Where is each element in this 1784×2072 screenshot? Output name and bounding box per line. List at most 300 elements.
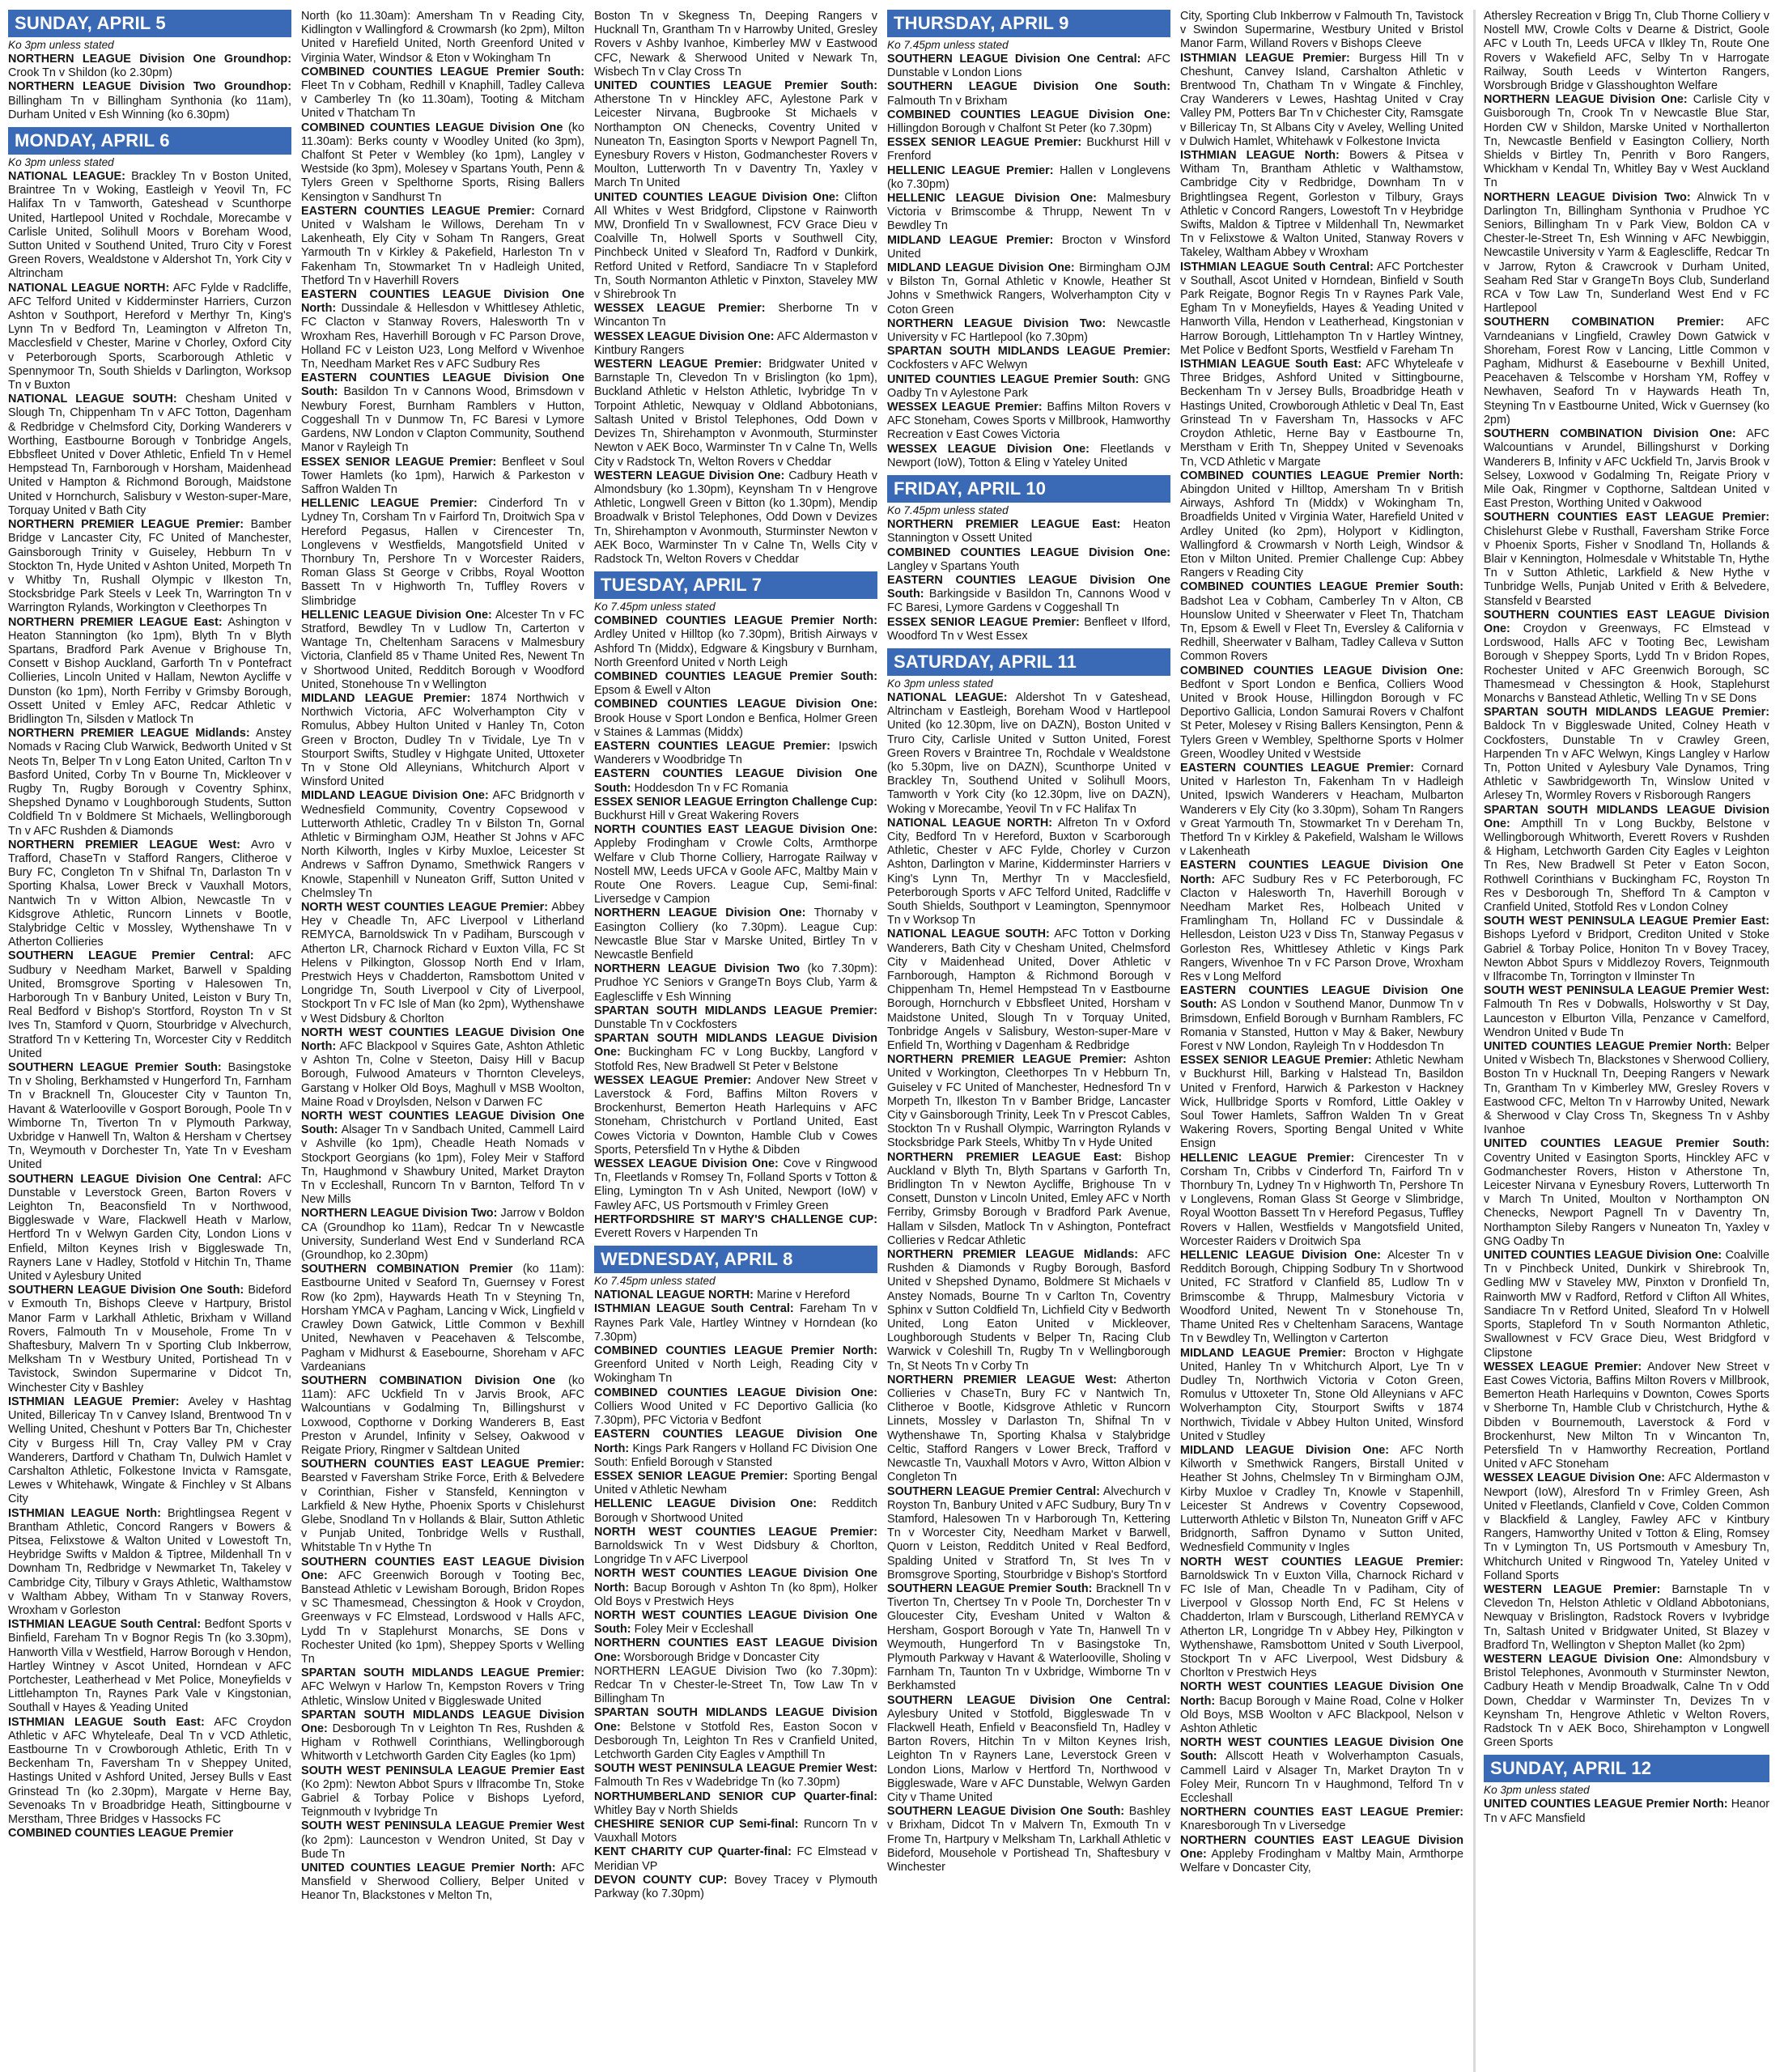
league-fixtures: [8, 616, 291, 728]
league-name: WESSEX LEAGUE Premier:: [594, 1073, 752, 1087]
fixture-list: Clifton All Whites v West Bridgford, Clipstone v Rainworth MW, Dronfield Tn v Swallownest, FCV Grace Dieu v Coalville Tn, Holwell Sports v Southwell City, Pinchbeck United v Sleaford Tn, Radford v Dunkirk, Retford United v Retford, Sandiacre Tn v Stapleford Tn, South Normanton Athletic v Pinxton, Staveley MW v Shirebrook Tn: [594, 190, 877, 302]
league-name: NORTH WEST COUNTIES LEAGUE Premier:: [594, 1525, 877, 1539]
league-name: MIDLAND LEAGUE Premier:: [887, 233, 1054, 247]
fixture-list: Benfleet v Ilford, Woodford Tn v West Essex: [887, 615, 1170, 643]
league-name: NATIONAL LEAGUE:: [8, 170, 125, 184]
league-name: HELLENIC LEAGUE Premier:: [1180, 1151, 1355, 1165]
league-fixtures: [887, 1374, 1170, 1485]
league-name: NORTHERN LEAGUE Division One Groundhop:: [8, 53, 291, 66]
league-name: NORTHERN PREMIER LEAGUE East:: [887, 518, 1121, 532]
fixture-list: Brackley Tn v Boston United, Braintree Tn v Woking, Eastleigh v Yeovil Tn, FC Halifax Tn v Tamworth, Gateshead v Scunthorpe United, Hartlepool United v Rochdale, Morecambe v Carlisle United, Solihull Moors v Boreham Wood, Sutton United v Southend United, Truro City v Forest Green Rovers, Wealdstone v Aldershot Tn, York City v Altrincham: [8, 170, 291, 281]
fixture-list: (ko 11am): AFC Uckfield Tn v Jarvis Brook, AFC Walcountians v Godalming Tn, Billingshurst v Loxwood, Copthorne v Dorking Wanderers B, East Preston v Arundel, Infinity v Selsey, Oakwood v Reigate Priory, Ringmer v Saltdean United: [301, 1374, 584, 1457]
fixture-list: Barkingside v Basildon Tn, Cannons Wood v FC Baresi, Lymore Gardens v Coggeshall Tn: [887, 588, 1170, 615]
fixture-list: Boston Tn v Skegness Tn, Deeping Rangers v Hucknall Tn, Grantham Tn v Harrowby United, Gresley Rovers v Ashby Ivanhoe, Kimberley MW v Eastwood CFC, Newark & Sherwood United v Newark Tn, Wisbech Tn v Clay Cross Tn: [594, 10, 877, 79]
league-fixtures: [594, 1213, 877, 1241]
fixture-list: Coalville Tn v Pinchbeck United, Dunkirk v Shirebrook Tn, Gedling MW v Staveley MW, Pinxton v Dronfield Tn, Rainworth MW v Radford, Retford v Clifton All Whites, Sandiacre Tn v Retford United, Sleaford Tn v Holwell Sports, Stapleford Tn v South Normanton Athletic, Swallownest v FCV Grace Dieu, West Bridgford v Clipstone: [1484, 1249, 1769, 1360]
league-name: SOUTHERN COUNTIES EAST LEAGUE Division One:: [1484, 608, 1769, 635]
fixture-list: Hoddesdon Tn v FC Romania: [634, 781, 788, 795]
league-fixtures: [594, 1032, 877, 1074]
league-name: NORTHERN COUNTIES EAST LEAGUE Division One:: [594, 1637, 877, 1664]
league-name: SOUTH WEST PENINSULA LEAGUE Premier West:: [1484, 984, 1769, 998]
fixture-list: AFC Croydon Athletic v AFC Whyteleafe, Deal Tn v VCD Athletic, Eastbourne Tn v Crowborough Athletic, Erith Tn v Beckenham Tn, Faversham Tn v Sheppey United, Hastings United v Ashford United, Jersey Bulls v East Grinstead Tn (ko 2.30pm), Margate v Herne Bay, Sevenoaks Tn v Broadbridge Heath, Sittingbourne v Merstham, Three Bridges v Hassocks FC: [8, 1715, 291, 1826]
league-fixtures: [594, 698, 877, 740]
league-fixtures: [594, 1470, 877, 1497]
league-fixtures: [594, 740, 877, 767]
league-name: NORTH WEST COUNTIES LEAGUE Division One North:: [301, 1025, 584, 1054]
fixture-list: Atherstone Tn v Hinckley AFC, Aylestone Park v Leicester Nirvana, Bugbrooke St Michaels v Northampton ON Chenecks, Coventry United v Nuneaton Tn, Easington Sports v Newport Pagnell Tn, Eynesbury Rovers v Histon, Godmanchester Rovers v Moulton, Lutterworth Tn v Daventry Tn, Yaxley v March Tn United: [594, 93, 877, 190]
league-fixtures: [1484, 1137, 1769, 1249]
league-fixtures: [8, 170, 291, 282]
league-name: NORTHUMBERLAND SENIOR CUP Quarter-final:: [594, 1790, 877, 1803]
league-fixtures: [594, 79, 877, 191]
league-name: WESTERN LEAGUE Division One:: [594, 469, 785, 482]
fixture-list: Ashton United v Workington, Cleethorpes Tn v Hebburn Tn, Guiseley v FC United of Manchester, Hednesford Tn v Morpeth Tn, Ilkeston Tn v Bamber Bridge, Lancaster City v Gainsborough Trinity, Leek Tn v Prescot Cables, Stockton Tn v Rushall Olympic, Warrington Rylands v Stocksbridge Park Steels, Whitby Tn v Hyde United: [887, 1053, 1170, 1150]
league-name: WESSEX LEAGUE Division One:: [1484, 1471, 1666, 1485]
league-fixtures: [301, 497, 584, 609]
fixture-list: Ipswich Wanderers v Woodbridge Tn: [594, 739, 877, 767]
league-name: SOUTHERN COUNTIES EAST LEAGUE Premier:: [1484, 511, 1769, 524]
league-fixtures: [1484, 427, 1769, 511]
league-name: NORTH WEST COUNTIES LEAGUE Premier:: [301, 901, 549, 914]
fixture-list: North (ko 11.30am): Amersham Tn v Reading City, Kidlington v Wallingford & Crowmarsh (ko 2pm), Milton United v Harefield United, North Greenford United v Virginia Water, Windsor & Eton v Wokingham Tn: [301, 10, 584, 65]
fixture-list: Sherborne Tn v Wincanton Tn: [594, 302, 877, 329]
fixture-list: Jarrow v Boldon CA (Groundhop ko 11am), Redcar Tn v Newcastle University, Sunderland West End v Sunderland RCA (Groundhop, ko 2.30pm): [301, 1207, 584, 1263]
league-name: SOUTHERN LEAGUE Premier Central:: [8, 949, 254, 963]
league-fixtures: [1180, 664, 1463, 762]
fixture-list: AS London v Southend Manor, Dunmow Tn v Brimsdown, Enfield Borough v Burnham Ramblers, FC Romania v Stansted, Hutton v May & Baker, Newbury Forest v NW London, Rayleigh Tn v Hoddesdon Tn: [1180, 998, 1463, 1054]
league-name: NORTHERN LEAGUE Division Two:: [887, 316, 1107, 330]
league-fixtures: [594, 469, 877, 567]
fixture-list: AFC Bridgnorth v Wednesfield Community, Coventry Copsewood v Lutterworth Athletic, Cradley Tn v Bilston Tn, Gornal Athletic v Birmingham OJM, Heather St Johns v AFC North Kilworth, Ingles v Kirby Muxloe, Leicester St Andrews v Saffron Dynamo, Smethwick Rangers v Knowle, Stapenhill v Nuneaton Griff, Sutton United v Chelmsley Tn: [301, 789, 584, 900]
fixture-list: AFC North Kilworth v Smethwick Rangers, Birstall United v Heather St Johns, Chelmsley Tn v Birmingham OJM, Kirby Muxloe v Cradley Tn, Knowle v Stapenhill, Leicester St Andrews v Coventry Copsewood, Lutterworth Athletic v Bilston Tn, Nuneaton Griff v AFC Bridgnorth, Saffron Dynamo v Sutton United, Wednesfield Community v Ingles: [1180, 1443, 1463, 1555]
league-name: SPARTAN SOUTH MIDLANDS LEAGUE Division One:: [1484, 803, 1769, 830]
league-name: SOUTHERN LEAGUE Premier Central:: [887, 1484, 1100, 1498]
league-name: EASTERN COUNTIES LEAGUE Division One South:: [594, 767, 877, 795]
league-fixtures: [887, 80, 1170, 108]
league-fixtures: [887, 691, 1170, 817]
league-fixtures: [1484, 1653, 1769, 1750]
league-fixtures: [887, 443, 1170, 470]
league-name: UNITED COUNTIES LEAGUE Division One:: [1484, 1249, 1722, 1263]
league-fixtures: [1180, 1347, 1463, 1444]
fixture-list: Falmouth Tn Res v Wadebridge Tn (ko 7.30pm): [594, 1776, 840, 1790]
kickoff-note: Ko 3pm unless stated: [1484, 1784, 1590, 1797]
league-fixtures: [1180, 1736, 1463, 1806]
league-name: ISTHMIAN LEAGUE Premier:: [1180, 51, 1350, 65]
league-fixtures: [887, 401, 1170, 443]
league-name: COMBINED COUNTIES LEAGUE Division One: [301, 121, 563, 134]
league-fixtures: [594, 1004, 877, 1032]
fixture-list: Brook House v Sport London e Benfica, Holmer Green v Staines & Lammas (Middx): [594, 711, 877, 739]
league-name: WESSEX LEAGUE Division One:: [887, 442, 1090, 456]
league-name: COMBINED COUNTIES LEAGUE Premier South:: [594, 669, 877, 683]
league-name: UNITED COUNTIES LEAGUE Premier North:: [301, 1862, 556, 1875]
league-fixtures: [1180, 149, 1463, 261]
league-fixtures: [887, 136, 1170, 163]
league-fixtures: [594, 670, 877, 698]
fixture-list: Almondsbury v Bristol Telephones, Avonmouth v Sturminster Newton, Cadbury Heath v Mendip Broadwalk, Calne Tn v Odd Down, Cheddar v Warminster Tn, Devizes Tn v Keynsham Tn, Hengrove Athletic v Welton Rovers, Radstock Tn v AEK Boco, Shirehampton v Longwell Green Sports: [1484, 1652, 1769, 1750]
fixture-list: Runcorn Tn v Vauxhall Motors: [594, 1817, 877, 1845]
league-fixtures: [594, 1074, 877, 1157]
league-name: COMBINED COUNTIES LEAGUE Premier North:: [594, 614, 877, 628]
fixture-list: Fleet Tn v Cobham, Redhill v Knaphill, Tadley Calleva v Camberley Tn (ko 11.30am), Tooting & Mitcham United v Thatcham Tn: [301, 79, 584, 121]
league-fixtures: [301, 121, 584, 205]
league-fixtures: [1180, 1806, 1463, 1833]
league-name: ESSEX SENIOR LEAGUE Premier:: [887, 136, 1082, 150]
fixture-list: Falmouth Tn Res v Dobwalls, Holsworthy v St Day, Launceston v Elburton Villa, Penzance v Camelford, Wendron United v Bude Tn: [1484, 998, 1769, 1039]
fixture-list: AFC Totton v Dorking Wanderers, Bath City v Chesham United, Chelmsford City v Maidenhead United, Dover Athletic v Farnborough, Hampton & Richmond Borough v Chippenham Tn, Hemel Hempstead Tn v Eastbourne Borough, Hornchurch v Ebbsfleet United, Horsham v Maidstone United, Slough Tn v Torquay United, Tonbridge Angels v Salisbury, Weston-super-Mare v Enfield Tn, Worthing v Dagenham & Redbridge: [887, 928, 1170, 1052]
league-fixtures: [8, 1173, 291, 1284]
kickoff-note: Ko 7.45pm unless stated: [887, 39, 1009, 51]
league-fixtures: [1180, 469, 1463, 581]
fixture-list: AFC Walcountians v Arundel, Billingshurst v Dorking Wanderers B, Infinity v AFC Uckfield Tn, Jarvis Brook v Selsey, Loxwood v Godalming Tn, Reigate Priory v Mile Oak, Ringmer v Copthorne, Saltdean United v East Preston, Worthing United v Oakwood: [1484, 427, 1769, 511]
fixture-list: Bowers & Pitsea v Witham Tn, Brantham Athletic v Walthamstow, Cambridge City v Redbridge, Downham Tn v Brightlingsea Regent, Gorleston v Tilbury, Grays Athletic v Concord Rangers, Lowestoft Tn v Heybridge Swifts, Maldon & Tiptree v Mildenhall Tn, Newmarket Tn v Felixstowe & Walton United, Stanway Rovers v Takeley, Waltham Abbey v Wroxham: [1180, 149, 1463, 260]
league-name: MIDLAND LEAGUE Division One:: [1180, 1443, 1390, 1457]
fixture-list: AFC Blackpool v Squires Gate, Ashton Athletic v Ashton Tn, Colne v Steeton, Daisy Hill v Bacup Borough, Fulwood Amateurs v Thornton Cleveleys, Garstang v Holker Old Boys, Maghull v MSB Woolton, Maine Road v Droylsden, Nelson v Darwen FC: [301, 1040, 584, 1109]
fixture-list: Cornard United v Walsham le Willows, Dereham Tn v Lakenheath, Ely City v Soham Tn Rangers, Great Yarmouth Tn v Kirkley & Pakefield, Harleston Tn v Fakenham Tn, Stowmarket Tn v Hadleigh United, Thetford Tn v Haverhill Rovers: [301, 204, 584, 287]
league-fixtures: [301, 1819, 584, 1862]
league-fixtures: [8, 282, 291, 393]
kickoff-note: Ko 3pm unless stated: [8, 156, 114, 169]
fixture-list: Langley v Spartans Youth: [887, 559, 1020, 573]
league-fixtures: [1484, 1583, 1769, 1653]
league-fixtures: [1484, 316, 1769, 427]
day-heading: TUESDAY, APRIL 7: [594, 571, 877, 599]
league-fixtures: [1180, 1054, 1463, 1151]
fixture-list: Brightlingsea Regent v Brantham Athletic, Concord Rangers v Bowers & Pitsea, Felixstowe & Walton United v Lowestoft Tn, Heybridge Swifts v Maldon & Tiptree, Mildenhall Tn v Downham Tn, Redbridge v Newmarket Tn, Takeley v Cambridge City, Tilbury v Grays Athletic, Walthamstow v Waltham Abbey, Witham Tn v Stanway Rovers, Wroxham v Gorleston: [8, 1506, 291, 1617]
league-name: SOUTHERN COMBINATION Division One:: [1484, 427, 1736, 441]
fixture-list: AFC Dunstable v Leverstock Green, Barton Rovers v Leighton Tn, Beaconsfield Tn v Northwood, Biggleswade v Ware, Flackwell Heath v Marlow, Hertford Tn v Welwyn Garden City, London Lions v Enfield, Milton Keynes Irish v Biggleswade Tn, Rayners Lane v Hadley, Stotfold v Hitchin Tn, Thame United v Aylesbury United: [8, 1172, 291, 1284]
league-name: NORTH WEST COUNTIES LEAGUE Premier:: [1180, 1555, 1463, 1569]
league-name: EASTERN COUNTIES LEAGUE Division One South:: [1180, 984, 1463, 1012]
league-name: NORTHERN LEAGUE Division Two:: [301, 1207, 498, 1221]
fixture-list: Baldock Tn v Biggleswade United, Colney Heath v Cockfosters, Dunstable Tn v Crawley Green, Harpenden Tn v AFC Welwyn, Kings Langley v Harlow Tn, Potton United v Aylesbury Vale Dynamos, Tring Athletic v Sawbridgeworth Tn, Winslow United v Arlesey Tn, Wormley Rovers v Risborough Rangers: [1484, 720, 1769, 803]
league-fixtures: [1180, 1834, 1463, 1876]
league-name: NATIONAL LEAGUE:: [887, 690, 1008, 704]
league-name: ISTHMIAN LEAGUE South East:: [1180, 358, 1362, 372]
league-fixtures: [887, 317, 1170, 345]
league-fixtures: [1484, 191, 1769, 316]
league-name: NATIONAL LEAGUE SOUTH:: [8, 393, 177, 406]
league-fixtures: [1484, 1040, 1769, 1137]
league-name: MIDLAND LEAGUE Division One:: [301, 789, 489, 803]
league-name: UNITED COUNTIES LEAGUE Premier North:: [1484, 1798, 1728, 1811]
league-fixtures: [1180, 1556, 1463, 1681]
league-fixtures: [8, 949, 291, 1061]
league-name: NORTHERN PREMIER LEAGUE West:: [887, 1373, 1117, 1386]
league-name: SOUTH WEST PENINSULA LEAGUE Premier East: [301, 1764, 584, 1777]
league-fixtures: [301, 901, 584, 1026]
league-fixtures: [1180, 1152, 1463, 1249]
fixture-list: Crook Tn v Shildon (ko 2.30pm): [8, 66, 172, 80]
league-fixtures: [301, 205, 584, 288]
fixture-list: AFC Mansfield v Sherwood Colliery, Belper United v Heanor Tn, Blackstones v Melton Tn,: [301, 1862, 584, 1903]
fixture-list: AFC Portchester v Southall, Ascot United v Horndean, Binfield v South Park Reigate, Bognor Regis Tn v Raynes Park Vale, Egham Tn v Moneyfields, Hayes & Yeading United v Hanworth Villa, Hendon v Leatherhead, Kingstonian v Harrow Borough, Littlehampton Tn v Hartley Wintney, Met Police v Bedfont Sports, Westfield v Fareham Tn: [1180, 260, 1463, 357]
fixture-list: Brocton v Winsford United: [887, 233, 1170, 261]
league-name: WESSEX LEAGUE Premier:: [887, 401, 1043, 414]
league-fixtures: [1484, 93, 1769, 190]
league-fixtures: [301, 66, 584, 121]
league-fixtures: [887, 164, 1170, 192]
fixture-list: AFC Fylde v Radcliffe, AFC Telford United v Kidderminster Harriers, Curzon Ashton v Southport, Hereford v Merthyr Tn, King's Lynn Tn v Bedford Tn, Leamington v Alfreton Tn, Macclesfield v Chester, Marine v Chorley, Oxford City v Peterborough Sports, Scarborough Athletic v Spennymoor Tn, South Shields v Darlington, Worksop Tn v Buxton: [8, 281, 291, 393]
fixture-list: Cinderford Tn v Lydney Tn, Corsham Tn v Fairford Tn, Droitwich Spa v Hereford Pegasus, Hallen v Cirencester Tn, Longlevens v Westfields, Mangotsfield United v Thornbury Tn, Pershore Tn v Worcester Raiders, Roman Glass St George v Cribbs, Royal Wootton Bassett Tn v Highworth Tn, Tuffley Rovers v Slimbridge: [301, 497, 584, 608]
league-fixtures: [301, 1207, 584, 1263]
fixture-list: Appleby Frodingham v Maltby Main, Armthorpe Welfare v Doncaster City,: [1180, 1847, 1463, 1875]
league-name: NATIONAL LEAGUE NORTH:: [887, 816, 1053, 830]
fixture-list: Bridgwater United v Barnstaple Tn, Clevedon Tn v Brislington (ko 1pm), Buckland Athletic v Helston Athletic, Ivybridge Tn v Torpoint Athletic, Newquay v Oldland Abbotonians, Saltash United v Bristol Telephones, Odd Down v Devizes Tn, Shirehampton v Avonmouth, Sturminster Newton v AEK Boco, Warminster Tn v Calne Tn, Wells City v Radstock Tn, Welton Rovers v Cheddar: [594, 358, 877, 469]
fixture-list: Bacup Borough v Maine Road, Colne v Holker Old Boys, MSB Woolton v AFC Blackpool, Nelson v Ashton Athletic: [1180, 1694, 1463, 1735]
fixture-list: Dussindale & Hellesdon v Whittlesey Athletic, FC Clacton v Stanway Rovers, Halesworth Tn v Wroxham Res, Haverhill Borough v FC Parson Drove, Holland FC v Leiston U23, Long Melford v Wivenhoe Tn, Needham Market Res v AFC Sudbury Res: [301, 302, 584, 372]
league-name: ISTHMIAN LEAGUE South Central:: [594, 1302, 794, 1316]
fixture-list: Colliers Wood United v FC Deportivo Gallicia (ko 7.30pm), PFC Victoria v Bedfont: [594, 1399, 877, 1428]
league-fixtures: [594, 358, 877, 469]
league-name: SPARTAN SOUTH MIDLANDS LEAGUE Division One:: [594, 1706, 877, 1734]
fixture-list: AFC Aldermaston v Kintbury Rangers: [594, 329, 877, 357]
fixture-list: Buckingham FC v Long Buckby, Langford v Stotfold Res, New Bradwell St Peter v Belstone: [594, 1046, 877, 1073]
league-name: SOUTHERN COMBINATION Division One: [301, 1374, 556, 1387]
league-name: COMBINED COUNTIES LEAGUE Division One:: [887, 546, 1170, 559]
league-name: COMBINED COUNTIES LEAGUE Premier North:: [1180, 469, 1463, 482]
fixture-list: Falmouth Tn v Brixham: [887, 94, 1008, 108]
league-name: ISTHMIAN LEAGUE North:: [1180, 149, 1340, 163]
league-name: WESTERN LEAGUE Premier:: [594, 358, 762, 372]
league-name: COMBINED COUNTIES LEAGUE Division One:: [1180, 664, 1463, 677]
league-fixtures: [1484, 511, 1769, 608]
league-fixtures: [1484, 1471, 1769, 1583]
league-fixtures: [594, 191, 877, 303]
league-name: COMBINED COUNTIES LEAGUE Division One:: [594, 1386, 877, 1399]
league-fixtures: [301, 456, 584, 498]
league-fixtures: [1484, 706, 1769, 803]
league-fixtures: [594, 614, 877, 670]
league-fixtures: [594, 1637, 877, 1664]
fixture-list: Burgess Hill Tn v Cheshunt, Canvey Island, Carshalton Athletic v Brentwood Tn, Chatham Tn v Wingate & Finchley, Cray Wanderers v Lewes, Hashtag United v Cray Valley PM, Potters Bar Tn v Chichester City, Ramsgate v Billericay Tn, St Albans City v Aveley, Welling United v Dulwich Hamlet, Whitehawk v Folkestone Invicta: [1180, 51, 1463, 148]
fixture-list: City, Sporting Club Inkberrow v Falmouth Tn, Tavistock v Swindon Supermarine, Westbury United v Bristol Manor Farm, Willand Rovers v Bishops Cleeve: [1180, 10, 1463, 51]
fixture-list: Buckhurst Hill v Great Wakering Rovers: [594, 809, 799, 822]
league-fixtures: [887, 108, 1170, 136]
day-heading: SUNDAY, APRIL 5: [8, 10, 291, 37]
league-name: SOUTHERN LEAGUE Division One South:: [887, 1805, 1125, 1819]
league-name: SOUTHERN COUNTIES EAST LEAGUE Premier:: [301, 1458, 584, 1471]
league-fixtures: [8, 393, 291, 518]
fixture-list: (Ko 2pm): Newton Abbot Spurs v Ilfracombe Tn, Stoke Gabriel & Torbay Police v Bishops Lyeford, Teignmouth v Ivybridge Tn: [301, 1777, 584, 1819]
league-name: HELLENIC LEAGUE Premier:: [301, 497, 478, 511]
fixture-list: Avro v Trafford, ChaseTn v Stafford Rangers, Clitheroe v Bury FC, Congleton Tn v Shifnal Tn, Darlaston Tn v Sporting Khalsa, Lower Breck v Vauxhall Motors, Nantwich Tn v Witton Albion, Newcastle Tn v Kidsgrove Athletic, Runcorn Linnets v Bootle, Stalybridge Celtic v Mossley, Wythenshawe Tn v Atherton Collieries: [8, 838, 291, 949]
league-name: NORTHERN LEAGUE Division Two:: [1484, 190, 1691, 204]
fixture-list: Alcester Tn v FC Stratford, Bewdley Tn v Ludlow Tn, Carterton v Wantage Tn, Cheltenham Saracens v Malmesbury Victoria, Clanfield 85 v Thame United Res, Newent Tn v Shortwood United, Redditch Borough v Woodford United, Stonehouse Tn v Wellington: [301, 608, 584, 691]
fixture-list: Brocton v Highgate United, Hanley Tn v Whitchurch Alport, Lye Tn v Dudley Tn, Northwich Victoria v Coton Green, Romulus v Uttoxeter Tn, Stone Old Alleynians v AFC Wolverhampton City, Stourport Swifts v 1874 Northwich, Tividale v Abbey Hulton United, Winsford United v Studley: [1180, 1346, 1463, 1443]
fixture-list: Barnstaple Tn v Clevedon Tn, Helston Athletic v Oldland Abbotonians, Newquay v Brislington, Radstock Rovers v Ivybridge Tn, Saltash United v Bridgwater United, St Blazey v Bradford Tn, Wellington v Shepton Mallet (ko 2pm): [1484, 1582, 1769, 1652]
league-fixtures: [594, 1428, 877, 1470]
fixture-list: Bearsted v Faversham Strike Force, Erith & Belvedere v Corinthian, Fisher v Stansfeld, Kennington v Larkfield & New Hythe, Phoenix Sports v Chislehurst Glebe, Snodland Tn v Hollands & Blair, Sutton Athletic v Punjab United, Tonbridge Wells v Rusthall, Whitstable Tn v Hythe Tn: [301, 1471, 584, 1555]
league-name: HELLENIC LEAGUE Division One:: [1180, 1249, 1381, 1263]
league-fixtures: [594, 906, 877, 962]
league-name: HELLENIC LEAGUE Division One:: [301, 608, 492, 622]
fixture-list: Aldershot Tn v Gateshead, Altrincham v Eastleigh, Boreham Wood v Hartlepool United (ko 12.30pm, live on DAZN), Boston United v Truro City, Carlisle United v Sutton United, Forest Green Rovers v Braintree Tn, Rochdale v Wealdstone (ko 5.30pm, live on DAZN), Scunthorpe United v Brackley Tn, Southend United v Solihull Moors, Tamworth v York City (ko 12.30pm, live on DAZN), Woking v Morecambe, Yeovil Tn v FC Halifax Tn: [887, 690, 1170, 816]
league-fixtures: [1484, 609, 1769, 706]
league-fixtures: [594, 1526, 877, 1568]
fixture-list: (ko 7.30pm): Prudhoe YC Seniors v GrangeTn Boys Club, Yarm & Eaglescliffe v Esh Winning: [594, 962, 877, 1004]
league-name: ESSEX SENIOR LEAGUE Premier:: [1180, 1054, 1372, 1068]
league-fixtures: [1484, 804, 1769, 915]
league-fixtures: [594, 767, 877, 795]
league-name: ESSEX SENIOR LEAGUE Premier:: [594, 1469, 788, 1483]
league-fixtures: [301, 1110, 584, 1207]
league-name: CHESHIRE SENIOR CUP Semi-final:: [594, 1817, 799, 1831]
league-fixtures: [8, 53, 291, 80]
league-name: MIDLAND LEAGUE Division One:: [887, 261, 1075, 275]
fixture-list: Dunstable Tn v Cockfosters: [594, 1018, 737, 1032]
fixture-list: FC Elmstead v Meridian VP: [594, 1845, 877, 1873]
fixture-list: Everett Rovers v Harpenden Tn: [594, 1227, 758, 1241]
fixture-list: Alsager Tn v Sandbach United, Cammell Laird v Ashville (ko 1pm), Cheadle Heath Nomads v Stockport Georgians (ko 1pm), Foley Meir v Stafford Tn, Haughmond v Shawbury United, Market Drayton Tn v Eccleshall, Runcorn Tn v Barnton, Telford Tn v New Mills: [301, 1123, 584, 1207]
league-name: SPARTAN SOUTH MIDLANDS LEAGUE Premier:: [1484, 706, 1769, 720]
league-name: MIDLAND LEAGUE Premier:: [301, 691, 471, 705]
league-name: NORTHERN PREMIER LEAGUE West:: [8, 838, 240, 851]
league-fixtures: [1484, 1249, 1769, 1361]
league-fixtures: [887, 1694, 1170, 1806]
league-fixtures: [594, 1790, 877, 1818]
league-name: SOUTH WEST PENINSULA LEAGUE Premier East:: [1484, 915, 1769, 928]
fixture-list: Coventry United v Easington Sports, Hinckley AFC v Godmanchester Rovers, Histon v Atherstone Tn, Leicester Nirvana v Eynesbury Rovers, Lutterworth Tn v March Tn United, Moulton v Northampton ON Chenecks, Newport Pagnell Tn v Daventry Tn, Northampton Sileby Rangers v Nuneaton Tn, Yaxley v GNG Oadby Tn: [1484, 1151, 1769, 1248]
fixture-list: Appleby Frodingham v Crowle Colts, Armthorpe Welfare v Club Thorne Colliery, Harrogate Railway v Nostell MW, Leeds UFCA v Goole AFC, Maltby Main v Route One Rovers. League Cup, Semi-final: Liversedge v Campion: [594, 837, 877, 906]
fixture-list: Cove v Ringwood Tn, Fleetlands v Romsey Tn, Folland Sports v Totton & Eling, Lymington Tn v Ash United, Newport (IoW) v Fawley AFC, US Portsmouth v Frimley Green: [594, 1157, 877, 1212]
league-name: EASTERN COUNTIES LEAGUE Division One North:: [1180, 859, 1463, 886]
fixture-list: Marine v Hereford: [756, 1289, 851, 1302]
fixture-list: Desborough Tn v Leighton Tn Res, Rushden & Higham v Rothwell Corinthians, Wellingborough Whitworth v Letchworth Garden City Eagles (ko 1pm): [301, 1722, 584, 1764]
league-name: SOUTHERN LEAGUE Division One Central:: [887, 53, 1141, 66]
fixture-list: Heaton Stannington v Ossett United: [887, 518, 1170, 546]
league-name: NATIONAL LEAGUE SOUTH:: [887, 928, 1050, 941]
fixture-list: Cirencester Tn v Corsham Tn, Cribbs v Cinderford Tn, Fairford Tn v Thornbury Tn, Lydney Tn v Highworth Tn, Pershore Tn v Longlevens, Roman Glass St George v Slimbridge, Royal Wootton Bassett Tn v Hereford Pegasus, Tuffley Rovers v Hallen, Westfields v Mangotsfield United, Worcester Raiders v Droitwich Spa: [1180, 1151, 1463, 1248]
league-fixtures: [301, 1026, 584, 1110]
kickoff-note: Ko 7.45pm unless stated: [887, 504, 1009, 517]
league-name: NORTH WEST COUNTIES LEAGUE Division One South:: [1180, 1736, 1463, 1764]
league-fixtures: [887, 616, 1170, 643]
league-fixtures: [8, 518, 291, 615]
league-fixtures: [594, 1762, 877, 1790]
league-name: ISTHMIAN LEAGUE South Central:: [8, 1618, 202, 1632]
league-name: ESSEX SENIOR LEAGUE Premier:: [301, 455, 497, 469]
league-name: NATIONAL LEAGUE NORTH:: [8, 281, 170, 295]
league-fixtures: [1484, 915, 1769, 984]
league-name: ESSEX SENIOR LEAGUE Errington Challenge Cup:: [594, 795, 877, 809]
league-fixtures: [594, 1845, 877, 1873]
fixture-list: Athletic Newham v Buckhurst Hill, Barking v Halstead Tn, Basildon United v Frenford, Harwich & Parkeston v Hackney Wick, Hullbridge Sports v Romford, Little Oakley v Soul Tower Hamlets, Saffron Walden Tn v Great Wakering Rovers, Sporting Bengal United v White Ensign: [1180, 1054, 1463, 1151]
league-fixtures: [887, 1485, 1170, 1582]
fixture-list: Benfleet v Soul Tower Hamlets (ko 1pm), Harwich & Parkeston v Saffron Walden Tn: [301, 455, 584, 496]
league-name: HELLENIC LEAGUE Division One:: [594, 1497, 818, 1511]
league-name: EASTERN COUNTIES LEAGUE Premier:: [301, 204, 535, 218]
league-fixtures: [887, 1805, 1170, 1875]
league-fixtures: [1180, 580, 1463, 664]
league-fixtures: [594, 302, 877, 329]
fixtures-column: [301, 10, 584, 2072]
league-fixtures: [1484, 1798, 1769, 1825]
league-name: COMBINED COUNTIES LEAGUE Division One:: [887, 108, 1170, 121]
league-fixtures: [887, 928, 1170, 1053]
fixture-list: Chesham United v Slough Tn, Chippenham Tn v AFC Totton, Dagenham & Redbridge v Chelmsford City, Dorking Wanderers v Worthing, Eastbourne Borough v Tonbridge Angels, Ebbsfleet United v Dover Athletic, Enfield Tn v Hemel Hempstead Tn, Farnborough v Horsham, Maidenhead United v Hampton & Richmond Borough, Maidstone United v Hornchurch, Salisbury v Weston-super-Mare, Torquay United v Bath City: [8, 393, 291, 517]
league-fixtures: [1180, 261, 1463, 358]
league-fixtures: [301, 1764, 584, 1820]
fixture-list: Bedfont v Sport London e Benfica, Colliers Wood United v Brook House, Hillingdon Borough v FC Deportivo Gallicia, London Samurai Rovers v Chalfont St Peter, Molesey v Rising Ballers Kensington, Penn & Tylers Green v Wembley, Spelthorne Sports v Holmer Green, Woodley United v Westside: [1180, 677, 1463, 761]
league-name: ISTHMIAN LEAGUE South East:: [8, 1715, 205, 1729]
league-name: SPARTAN SOUTH MIDLANDS LEAGUE Division One:: [594, 1032, 877, 1059]
league-name: NORTH WEST COUNTIES LEAGUE Division One South:: [301, 1110, 584, 1137]
league-name: COMBINED COUNTIES LEAGUE Premier: [8, 1827, 234, 1841]
league-fixtures: [1180, 859, 1463, 984]
fixture-list: AFC Welwyn v Harlow Tn, Kempston Rovers v Tring Athletic, Winslow United v Biggleswade United: [301, 1680, 584, 1708]
league-name: EASTERN COUNTIES LEAGUE Division One South:: [887, 573, 1170, 601]
league-name: NORTHERN PREMIER LEAGUE East:: [8, 615, 223, 629]
league-fixtures: [594, 962, 877, 1004]
league-name: NORTHERN PREMIER LEAGUE Midlands:: [8, 727, 250, 741]
league-fixtures: [594, 1157, 877, 1213]
fixture-list: Andover New Street v Laverstock & Ford, Baffins Milton Rovers v Brockenhurst, Bemerton Heath Harlequins v AFC Stoneham, Christchurch v Portland United, East Cowes Victoria v Downton, Hamble Club v Cowes Sports, Petersfield Tn v Hythe & Dibden: [594, 1073, 877, 1157]
fixture-list: Bideford v Exmouth Tn, Bishops Cleeve v Hartpury, Bristol Manor Farm v Larkhall Athletic, Brixham v Willand Rovers, Falmouth Tn v Mousehole, Frome Tn v Shaftesbury, Malvern Tn v Sporting Club Inkberrow, Melksham Tn v Westbury United, Portishead Tn v Tavistock, Swindon Supermarine v Didcot Tn, Winchester City v Bashley: [8, 1284, 291, 1395]
fixture-list: Baffins Milton Rovers v AFC Stoneham, Cowes Sports v Millbrook, Hamworthy Recreation v East Cowes Victoria: [887, 401, 1170, 442]
league-name: SPARTAN SOUTH MIDLANDS LEAGUE Premier:: [594, 1004, 877, 1017]
league-fixtures: [8, 1061, 291, 1173]
league-fixtures: [1180, 52, 1463, 149]
fixtures-column: [887, 10, 1170, 2072]
fixture-list: Malmesbury Victoria v Brimscombe & Thrupp, Newent Tn v Bewdley Tn: [887, 192, 1170, 233]
fixture-list: Aveley v Hashtag United, Billericay Tn v Canvey Island, Brentwood Tn v Welling United, Cheshunt v Potters Bar Tn, Chichester City v Burgess Hill Tn, Cray Valley PM v Cray Wanderers, Dartford v Chatham Tn, Dulwich Hamlet v Carshalton Athletic, Folkestone Invicta v Ramsgate, Lewes v Whitehawk, Wingate & Finchley v St Albans City: [8, 1395, 291, 1506]
league-name: SPARTAN SOUTH MIDLANDS LEAGUE Premier:: [301, 1667, 584, 1680]
league-fixtures: [301, 10, 584, 66]
fixture-list: Aylesbury United v Stotfold, Biggleswade Tn v Flackwell Heath, Enfield v Beaconsfield Tn, Hadley v Barton Rovers, Hitchin Tn v Milton Keynes Irish, Leighton Tn v Rayners Lane, Leverstock Green v London Lions, Marlow v Hertford Tn, Northwood v Biggleswade, Ware v AFC Dunstable, Welwyn Garden City v Thame United: [887, 1707, 1170, 1804]
fixture-list: Allscott Heath v Wolverhampton Casuals, Cammell Laird v Alsager Tn, Market Drayton Tn v Foley Meir, Runcorn Tn v Haughmond, Telford Tn v Eccleshall: [1180, 1750, 1463, 1805]
league-fixtures: [1484, 984, 1769, 1040]
fixture-list: Cornard United v Harleston Tn, Fakenham Tn v Hadleigh United, Ipswich Wanderers v Heacham, Mulbarton Wanderers v Ely City (ko 3.30pm), Soham Tn Rangers v Great Yarmouth Tn, Stowmarket Tn v Dereham Tn, Thetford Tn v Kirkley & Pakefield, Walsham le Willows v Lakenheath: [1180, 761, 1463, 859]
league-fixtures: [1180, 762, 1463, 859]
league-fixtures: [594, 1706, 877, 1762]
fixture-list: Foley Meir v Eccleshall: [634, 1623, 754, 1637]
league-name: SOUTHERN LEAGUE Premier South:: [8, 1061, 222, 1075]
league-name: NORTH WEST COUNTIES LEAGUE Division One North:: [1180, 1680, 1463, 1708]
league-name: UNITED COUNTIES LEAGUE Division One:: [594, 190, 839, 204]
kickoff-note: Ko 7.45pm unless stated: [594, 601, 716, 614]
day-heading: WEDNESDAY, APRIL 8: [594, 1246, 877, 1273]
fixture-list: Bashley v Brixham, Didcot Tn v Malvern Tn, Exmouth Tn v Frome Tn, Hartpury v Melksham Tn, Larkhall Athletic v Bideford, Mousehole v Portishead Tn, Shaftesbury v Winchester: [887, 1805, 1170, 1874]
fixture-list: Kings Park Rangers v Holland FC Division One South: Enfield Borough v Stansted: [594, 1441, 877, 1469]
fixture-list: Redditch Borough v Shortwood United: [594, 1497, 877, 1525]
league-fixtures: [8, 1618, 291, 1715]
fixtures-column: [1180, 10, 1463, 2072]
fixture-list: Alnwick Tn v Darlington Tn, Billingham Synthonia v Prudhoe YC Seniors, Billingham Tn v Park View, Boldon CA v Chester-le-Street Tn, Esh Winning v AFC Newbiggin, Newcastile University v Yarm & Eaglescliffe, Redcar Tn v Jarrow, Ryton & Crawcrook v Durham United, Seaham Red Star v GrangeTn Boys Club, Sunderland RCA v Tow Law Tn, Sunderland West End v FC Hartlepool: [1484, 190, 1769, 316]
fixture-list: Whitley Bay v North Shields: [594, 1803, 738, 1817]
fixture-list: AFC Sudbury Res v FC Peterborough, FC Clacton v Halesworth Tn, Haverhill Borough v Needham Market Res, Holbeach United v Framlingham Tn, Holland FC v Dussindale & Hellesdon, Leiston U23 v Diss Tn, Stanway Pegasus v Gorleston Res, Whittlesey Athletic v Kings Park Rangers, Wivenhoe Tn v FC Parson Drove, Wroxham Res v Long Melford: [1180, 873, 1463, 984]
league-fixtures: [8, 1507, 291, 1619]
fixture-list: Croydon v Greenways, FC Elmstead v Lordswood, Halls AFC v Tooting Bec, Lewisham Borough v Sheppey Sports, Lydd Tn v Bridon Ropes, Rochester United v AFC Greenwich Borough, SC Thamesmead v Chessington & Hook, Staplehurst Monarchs v Banstead Athletic, Welling Tn v SE Dons: [1484, 622, 1769, 705]
league-name: HELLENIC LEAGUE Premier:: [887, 163, 1054, 177]
league-fixtures: [594, 796, 877, 823]
league-name: NORTH WEST COUNTIES LEAGUE Division One North:: [594, 1567, 877, 1594]
league-name: EASTERN COUNTIES LEAGUE Division One North:: [301, 288, 584, 316]
fixture-list: Athersley Recreation v Brigg Tn, Club Thorne Colliery v Nostell MW, Crowle Colts v Dearne & District, Goole AFC v Louth Tn, Leeds UFCA v Ilkley Tn, Route One Rovers v Wakefield AFC, Selby Tn v Harrogate Railway, South Leeds v Winterton Rangers, Worsbrough Bridge v Glasshoughton Welfare: [1484, 10, 1769, 93]
fixture-list: Bedfont Sports v Binfield, Fareham Tn v Bognor Regis Tn (ko 3.30pm), Hanworth Villa v Westfield, Harrow Borough v Hendon, Hartley Wintney v Ascot United, Horndean v AFC Portchester, Leatherhead v Met Police, Moneyfields v Littlehampton Tn, Raynes Park Vale v Kingstonian, Southall v Hayes & Yeading United: [8, 1618, 291, 1715]
league-name: SOUTH WEST PENINSULA LEAGUE Premier West:: [594, 1762, 877, 1776]
fixture-list: Cadbury Heath v Almondsbury (ko 1.30pm), Keynsham Tn v Hengrove Athletic, Longwell Green v Bitton (ko 1.30pm), Mendip Broadwalk v Bristol Telephones, Odd Down v Devizes Tn, Shirehampton v Avonmouth, Sturminster Newton v AEK Boco, Warminster Tn v Calne Tn, Wells City v Radstock Tn, Welton Rovers v Cheddar: [594, 469, 877, 566]
fixture-list: Bishops Lyeford v Bridport, Crediton United v Stoke Gabriel & Torbay Police, Honiton Tn v Bovey Tracey, Newton Abbot Spurs v Middlezoy Rovers, Teignmouth v Ilfracombe Tn, Torrington v Ilminster Tn: [1484, 928, 1769, 984]
fixture-list: Alfreton Tn v Oxford City, Bedford Tn v Hereford, Buxton v Scarborough Athletic, Chester v AFC Fylde, Chorley v Curzon Ashton, Darlington v Marine, Kidderminster Harriers v King's Lynn Tn, Merthyr Tn v Macclesfield, Peterborough Sports v AFC Telford United, Radcliffe v South Shields, Southport v Leamington, Spennymoor Tn v Worksop Tn: [887, 816, 1170, 928]
fixture-list: AFC Varndeanians v Lingfield, Crawley Down Gatwick v Shoreham, Forest Row v Lancing, Little Common v Pagham, Midhurst & Easebourne v Bexhill United, Peacehaven & Telscombe v Horsham YM, Roffey v Newhaven, Seaford Tn v Haywards Heath Tn, Steyning Tn v Eastbourne United, Wick v Guernsey (ko 2pm): [1484, 316, 1769, 427]
league-name: SOUTH WEST PENINSULA LEAGUE Premier West: [301, 1819, 584, 1833]
league-name: WESSEX LEAGUE Premier:: [1484, 1360, 1642, 1374]
fixture-list: Hallen v Longlevens (ko 7.30pm): [887, 163, 1170, 191]
fixture-list: Ampthill Tn v Long Buckby, Belstone v Wellingborough Whitworth, Everett Rovers v Rushden & Higham, Letchworth Garden City Eagles v Leighton Tn Res, New Bradwell St Peter v Eaton Socon, Rothwell Corinthians v Buckingham FC, Royston Tn Res v Desborough Tn, Shefford Tn & Campton v Cranfield United, Stotfold Res v London Colney: [1484, 817, 1769, 914]
league-fixtures: [301, 1667, 584, 1709]
